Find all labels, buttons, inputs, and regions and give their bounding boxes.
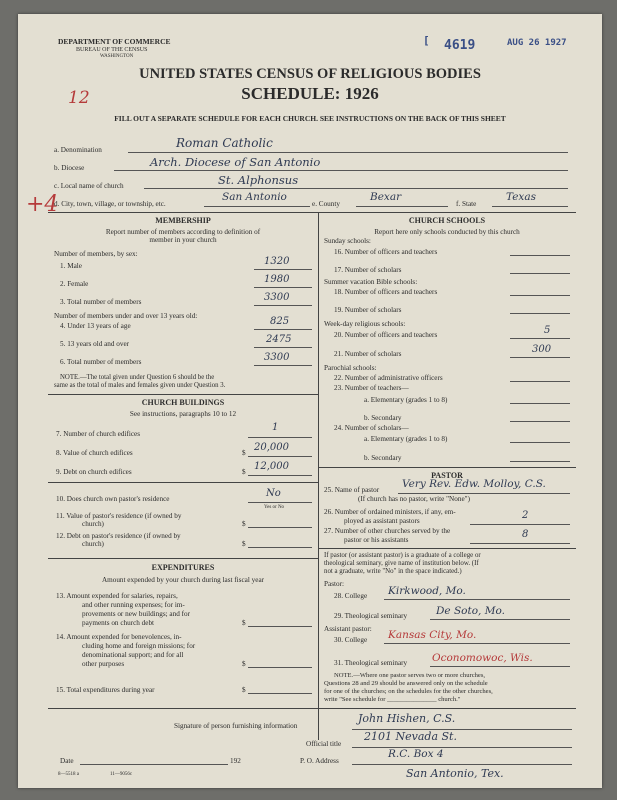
q21-line bbox=[510, 357, 570, 358]
pastor-heading: PASTOR bbox=[431, 471, 463, 480]
pastor-note-3: for one of the churches; on the schedules for the other churches, bbox=[324, 688, 493, 695]
q11-label-1: 11. Value of pastor's residence (if owned by bbox=[56, 512, 182, 520]
q15-dollar: $ bbox=[242, 686, 246, 694]
q2-value: 1980 bbox=[264, 274, 290, 285]
pastor-note-4: write "See schedule for _______________ church." bbox=[324, 696, 461, 703]
stamp-number: 4619 bbox=[444, 38, 476, 53]
membership-note-1: NOTE.—The total given under Question 6 should be the bbox=[60, 374, 215, 381]
pastor-sub-label: Pastor: bbox=[324, 580, 344, 588]
po-address-line bbox=[352, 764, 572, 765]
stamp-bracket: [ bbox=[423, 34, 430, 47]
q25-line bbox=[398, 493, 570, 494]
census-schedule-sheet bbox=[18, 14, 602, 788]
department-label: DEPARTMENT OF COMMERCE bbox=[58, 37, 171, 46]
membership-intro-2: member in your church bbox=[149, 236, 217, 244]
state-label: f. State bbox=[456, 200, 477, 208]
county-value: Bexar bbox=[370, 191, 402, 203]
q31-line bbox=[430, 666, 570, 667]
q8-line bbox=[248, 456, 312, 457]
q23a-label: a. Elementary (grades 1 to 8) bbox=[364, 396, 448, 404]
q26-label-2: ployed as assistant pastors bbox=[344, 517, 420, 525]
q6-line bbox=[254, 365, 312, 366]
q8-value: 20,000 bbox=[254, 442, 289, 453]
q12-line bbox=[248, 547, 312, 548]
q2-line bbox=[254, 287, 312, 288]
q24b-line bbox=[510, 461, 570, 462]
schools-heading: CHURCH SCHOOLS bbox=[408, 216, 486, 225]
local-name-label: c. Local name of church bbox=[54, 182, 124, 190]
q9-value: 12,000 bbox=[254, 461, 289, 472]
q31-value: Oconomowoc, Wis. bbox=[432, 652, 533, 664]
q13-line bbox=[248, 626, 312, 627]
q24b-label: b. Secondary bbox=[364, 454, 402, 462]
q15-line bbox=[248, 693, 312, 694]
pastor-note-1: NOTE.—Where one pastor serves two or more churches, bbox=[334, 672, 486, 679]
q4-line bbox=[254, 329, 312, 330]
bottom-rule bbox=[48, 708, 576, 709]
expenditures-heading: EXPENDITURES bbox=[151, 563, 215, 572]
q23b-line bbox=[510, 421, 570, 422]
state-line bbox=[492, 206, 568, 207]
q7-line bbox=[248, 437, 312, 438]
q24a-label: a. Elementary (grades 1 to 8) bbox=[364, 435, 448, 443]
top-rule bbox=[48, 212, 576, 213]
graduate-note-2: theological seminary, give name of institution below. (If bbox=[324, 560, 479, 567]
q21-value: 300 bbox=[532, 344, 552, 355]
po-address-value: R.C. Box 4 bbox=[388, 748, 444, 760]
q13-dollar: $ bbox=[242, 619, 246, 627]
q30-line bbox=[384, 643, 570, 644]
q6-label: 6. Total number of members bbox=[60, 358, 142, 366]
q24-label: 24. Number of scholars— bbox=[334, 424, 409, 432]
date-label: Date bbox=[60, 757, 74, 765]
q1-line bbox=[254, 269, 312, 270]
q12-label-1: 12. Debt on pastor's residence (if owned by bbox=[56, 532, 181, 540]
date-year: 192 bbox=[230, 757, 241, 765]
q7-value: 1 bbox=[272, 422, 279, 433]
q14-line bbox=[248, 667, 312, 668]
document-title: UNITED STATES CENSUS OF RELIGIOUS BODIES bbox=[139, 66, 481, 82]
q4-label: 4. Under 13 years of age bbox=[60, 322, 131, 330]
q4-value: 825 bbox=[270, 316, 290, 327]
q14-label-1: 14. Amount expended for benevolences, in- bbox=[56, 633, 182, 641]
weekday-label: Week-day religious schools: bbox=[324, 320, 406, 328]
q14-dollar: $ bbox=[242, 660, 246, 668]
denomination-line bbox=[128, 152, 568, 153]
q27-label-2: pastor or his assistants bbox=[344, 536, 409, 544]
q23a-line bbox=[510, 403, 570, 404]
q26-line bbox=[470, 524, 570, 525]
city-label: WASHINGTON bbox=[100, 54, 134, 59]
q16-line bbox=[510, 255, 570, 256]
buildings-sub: See instructions, paragraphs 10 to 12 bbox=[129, 410, 237, 418]
q18-label: 18. Number of officers and teachers bbox=[334, 288, 438, 296]
q30-value: Kansas City, Mo. bbox=[388, 629, 477, 641]
q30-label: 30. College bbox=[334, 636, 368, 644]
q22-label: 22. Number of administrative officers bbox=[334, 374, 443, 382]
q26-value: 2 bbox=[522, 510, 529, 521]
q8-dollar: $ bbox=[242, 449, 246, 457]
by-age-label: Number of members under and over 13 years old: bbox=[54, 312, 198, 320]
q14-label-3: denominational support; and for all bbox=[82, 651, 184, 659]
signature-label: Signature of person furnishing information bbox=[174, 722, 298, 730]
schools-intro: Report here only schools conducted by this church bbox=[374, 228, 520, 236]
q13-label-3: provements or new buildings; and for bbox=[82, 610, 190, 618]
q1-label: 1. Male bbox=[60, 262, 82, 270]
q15-label: 15. Total expenditures during year bbox=[56, 686, 155, 694]
q8-label: 8. Value of church edifices bbox=[56, 449, 133, 457]
official-title-value: 2101 Nevada St. bbox=[364, 730, 457, 743]
q28-value: Kirkwood, Mo. bbox=[388, 585, 466, 597]
q20-value: 5 bbox=[544, 325, 551, 336]
q13-label-4: payments on church debt bbox=[82, 619, 155, 627]
document-subtitle: SCHEDULE: 1926 bbox=[241, 84, 379, 103]
q20-label: 20. Number of officers and teachers bbox=[334, 331, 438, 339]
bureau-label: BUREAU OF THE CENSUS bbox=[76, 47, 148, 53]
q31-label: 31. Theological seminary bbox=[334, 659, 408, 667]
pastor-note-2: Questions 28 and 29 should be answered only on the schedule bbox=[324, 680, 488, 687]
city-label: d. City, town, village, or township, etc. bbox=[54, 200, 166, 208]
q28-line bbox=[384, 599, 570, 600]
q13-label-2: and other running expenses; for im- bbox=[82, 601, 185, 609]
diocese-label: b. Diocese bbox=[54, 164, 85, 172]
yes-no-hint: Yes or No bbox=[264, 505, 285, 510]
q27-value: 8 bbox=[522, 529, 529, 540]
q27-label-1: 27. Number of other churches served by the bbox=[324, 527, 451, 535]
official-title-label: Official title bbox=[306, 740, 342, 748]
q11-label-2: church) bbox=[82, 520, 104, 528]
q5-line bbox=[254, 347, 312, 348]
denomination-value: Roman Catholic bbox=[176, 136, 273, 150]
q21-label: 21. Number of scholars bbox=[334, 350, 402, 358]
city-handwriting: San Antonio, Tex. bbox=[406, 767, 504, 780]
q19-label: 19. Number of scholars bbox=[334, 306, 402, 314]
official-title-line bbox=[352, 747, 572, 748]
q26-label-1: 26. Number of ordained ministers, if any, em- bbox=[324, 508, 456, 516]
county-label: e. County bbox=[312, 200, 340, 208]
q5-value: 2475 bbox=[266, 334, 292, 345]
q12-label-2: church) bbox=[82, 540, 104, 548]
form-number-2: 11—9056c bbox=[110, 772, 133, 777]
diocese-line bbox=[114, 170, 568, 171]
buildings-mid-rule bbox=[48, 482, 318, 483]
q29-line bbox=[430, 619, 570, 620]
state-value: Texas bbox=[506, 191, 536, 203]
sunday-label: Sunday schools: bbox=[324, 237, 371, 245]
q10-line bbox=[248, 502, 312, 503]
q3-line bbox=[254, 305, 312, 306]
q17-label: 17. Number of scholars bbox=[334, 266, 402, 274]
by-sex-label: Number of members, by sex: bbox=[54, 250, 138, 258]
q29-label: 29. Theological seminary bbox=[334, 612, 408, 620]
q18-line bbox=[510, 295, 570, 296]
graduate-rule bbox=[318, 548, 576, 549]
membership-intro-1: Report number of members according to definition of bbox=[105, 228, 261, 236]
buildings-rule bbox=[48, 394, 318, 395]
q22-line bbox=[510, 381, 570, 382]
q24a-line bbox=[510, 442, 570, 443]
q23-label: 23. Number of teachers— bbox=[334, 384, 409, 392]
q11-line bbox=[248, 527, 312, 528]
q9-label: 9. Debt on church edifices bbox=[56, 468, 132, 476]
red-check-mark: +4 bbox=[26, 192, 59, 217]
asst-sub-label: Assistant pastor: bbox=[324, 625, 372, 633]
summer-label: Summer vacation Bible schools: bbox=[324, 278, 418, 286]
instruction-line: FILL OUT A SEPARATE SCHEDULE FOR EACH CHURCH. SEE INSTRUCTIONS ON THE BACK OF THIS SHEET bbox=[114, 114, 506, 123]
q13-label-1: 13. Amount expended for salaries, repairs, bbox=[56, 592, 178, 600]
q9-line bbox=[248, 475, 312, 476]
q6-value: 3300 bbox=[264, 352, 290, 363]
q17-line bbox=[510, 273, 570, 274]
diocese-value: Arch. Diocese of San Antonio bbox=[150, 155, 321, 169]
q23b-label: b. Secondary bbox=[364, 414, 402, 422]
q25-note: (If church has no pastor, write "None") bbox=[358, 495, 470, 503]
q2-label: 2. Female bbox=[60, 280, 89, 288]
q16-label: 16. Number of officers and teachers bbox=[334, 248, 438, 256]
q14-label-4: other purposes bbox=[82, 660, 125, 668]
date-line bbox=[80, 764, 228, 765]
q25-value: Very Rev. Edw. Molloy, C.S. bbox=[402, 478, 546, 490]
parochial-label: Parochial schools: bbox=[324, 364, 377, 372]
q1-value: 1320 bbox=[264, 256, 290, 267]
county-line bbox=[356, 206, 448, 207]
q19-line bbox=[510, 313, 570, 314]
form-number-1: 8—5518 a bbox=[58, 772, 79, 777]
q10-value: No bbox=[266, 488, 281, 499]
buildings-heading: CHURCH BUILDINGS bbox=[141, 398, 225, 407]
graduate-note-3: not a graduate, write "No" in the space indicated.) bbox=[324, 568, 462, 575]
q29-value: De Soto, Mo. bbox=[436, 605, 505, 617]
local-name-line bbox=[144, 188, 568, 189]
graduate-note-1: If pastor (or assistant pastor) is a graduate of a college or bbox=[324, 552, 481, 559]
denomination-label: a. Denomination bbox=[54, 146, 102, 154]
q20-line bbox=[510, 338, 570, 339]
city-line bbox=[204, 206, 310, 207]
local-name-value: St. Alphonsus bbox=[218, 173, 299, 187]
q9-dollar: $ bbox=[242, 468, 246, 476]
stamp-date: AUG 26 1927 bbox=[507, 38, 567, 48]
q3-label: 3. Total number of members bbox=[60, 298, 142, 306]
q28-label: 28. College bbox=[334, 592, 368, 600]
q25-label: 25. Name of pastor bbox=[324, 486, 380, 494]
membership-note-2: same as the total of males and females given under Question 3. bbox=[54, 382, 226, 389]
po-address-label: P. O. Address bbox=[300, 757, 339, 765]
q27-line bbox=[470, 543, 570, 544]
q7-label: 7. Number of church edifices bbox=[56, 430, 141, 438]
q5-label: 5. 13 years old and over bbox=[60, 340, 130, 348]
expenditures-sub: Amount expended by your church during last fiscal year bbox=[101, 576, 265, 584]
q11-dollar: $ bbox=[242, 520, 246, 528]
city-value: San Antonio bbox=[222, 191, 287, 203]
pastor-rule bbox=[318, 467, 576, 468]
expenditures-rule bbox=[48, 558, 318, 559]
membership-heading: MEMBERSHIP bbox=[155, 216, 211, 225]
q12-dollar: $ bbox=[242, 540, 246, 548]
q3-value: 3300 bbox=[264, 292, 290, 303]
q14-label-2: cluding home and foreign missions; for bbox=[82, 642, 196, 650]
q10-label: 10. Does church own pastor's residence bbox=[56, 495, 170, 503]
handwritten-number: 12 bbox=[68, 88, 90, 108]
signature-value: John Hishen, C.S. bbox=[358, 712, 456, 725]
